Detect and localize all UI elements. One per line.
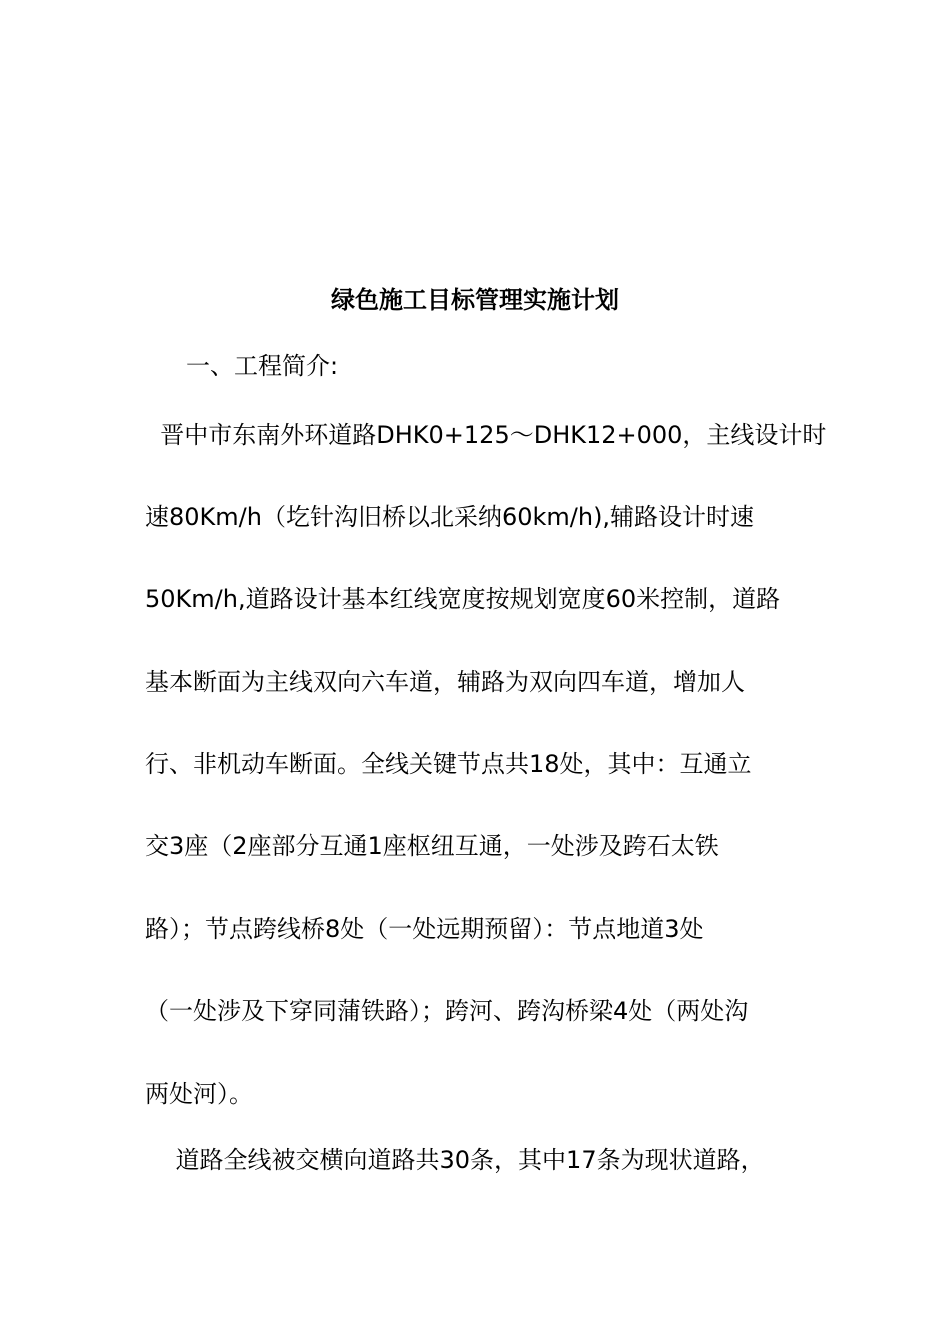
paragraph-line: 交3座（2座部分互通1座枢纽互通，一处涉及跨石太铁 xyxy=(145,832,719,860)
paragraph-line: 行、非机动车断面。全线关键节点共18处，其中：互通立 xyxy=(145,750,752,778)
paragraph-line: 两处河）。 xyxy=(145,1080,253,1108)
paragraph-line: 速80Km/h（圪针沟旧桥以北采纳60km/h),辅路设计时速 xyxy=(145,503,755,531)
document-title: 绿色施工目标管理实施计划 xyxy=(331,286,619,314)
paragraph-line: 基本断面为主线双向六车道，辅路为双向四车道，增加人 xyxy=(145,668,745,696)
paragraph-line: （一处涉及下穿同蒲铁路）；跨河、跨沟桥梁4处（两处沟 xyxy=(145,997,749,1025)
paragraph-line: 晋中市东南外环道路DHK0+125～DHK12+000，主线设计时 xyxy=(145,421,827,449)
paragraph-line: 道路全线被交横向道路共30条，其中17条为现状道路， xyxy=(145,1146,765,1174)
section-heading: 一、工程简介: xyxy=(186,352,339,380)
paragraph-line: 路）；节点跨线桥8处（一处远期预留）：节点地道3处 xyxy=(145,915,704,943)
paragraph-line: 50Km/h,道路设计基本红线宽度按规划宽度60米控制，道路 xyxy=(145,585,781,613)
